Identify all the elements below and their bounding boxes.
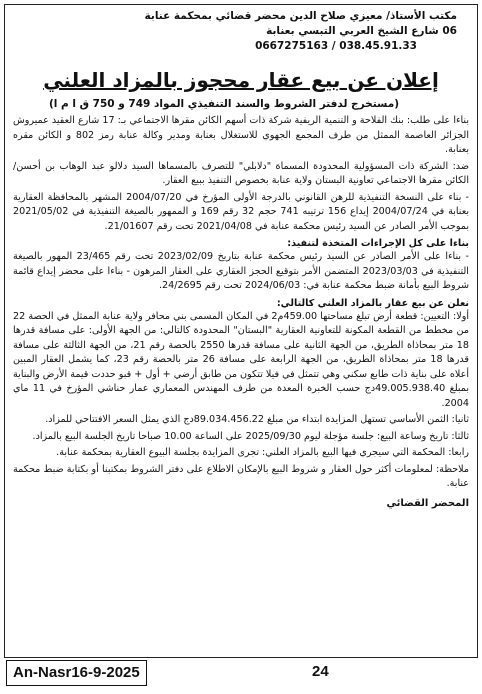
item-sale-date: ثالثا: تاريخ وساعة البيع: جلسة مؤجلة ليوم 2025/09/30 على الساعة 10.00 صباحا تاريخ الجلسة البيع بالمزاد. <box>32 430 469 442</box>
office-address: 06 شارع الشيخ العربي التبسي بعنابة <box>266 25 457 37</box>
item-base-price: ثانيا: الثمن الأساسي تستهل المزايدة ابتداء من مبلغ 89.034.456.22دج الذي يمثل السعر الافتتاحي للمزاد. <box>45 414 469 425</box>
publication-code: An-Nasr16-9-2025 <box>6 660 147 686</box>
page-number: 24 <box>312 663 329 680</box>
announcement-title: إعلان عن بيع عقار محجوز بالمزاد العلني <box>43 68 439 92</box>
office-header <box>13 9 469 54</box>
paragraph-plaintiff: بناءا على طلب: بنك الفلاحة و التنمية الريفية شركة ذات أسهم الكائن مقرها الاجتماعي بـ: 17 شارع العقيد عميروش الجزائر العاصمة الممثل من طرف المجمع الجهوي للاستغلال بعنابة ومدير وكالة عنابة رمز 802 و الكائن مقره بعنابة. <box>13 115 470 155</box>
paragraph-mortgage: - بناء على النسخة التنفيذية للرهن القانوني بالدرجة الأولى المؤرخ في 2004/07/20 المشهر بالمحافظة العقارية بعنابة في 2004/07/24 إيداع 156 ترتيبه 741 حجم 32 رقم 169 و الممهور بالصيغة التنفيذية في 2021/05/02 بموجب الأمر الصادر عن السيد رئيس محكمة عنابة في 2021/04/08 تحت رقم 21/01607. <box>13 191 469 232</box>
item-note: ملاحظة: لمعلومات أكثر حول العقار و شروط البيع بالإمكان الاطلاع على دفتر الشروط بمكتبنا أو بكتابة ضبط محكمة عنابة. <box>13 463 469 489</box>
paragraph-sale-heading: نعلن عن بيع عقار بالمزاد العلني كالتالي: <box>276 297 469 309</box>
item-court: رابعا: المحكمة التي سيجري فيها البيع بالمزاد العلني: تجرى المزايدة بجلسة البيوع العقارية بمحكمة عنابة. <box>56 447 469 458</box>
office-name: مكتب الأستاذ/ معيزي صلاح الدين محضر قضائي بمحكمة عنابة <box>144 10 457 22</box>
paragraph-defendant: ضد: الشركة ذات المسؤولية المحدودة المسماة "دلابلي" للتصرف بالمسماها السيد دلالو عبد الوهاب بن أحسن/ الكائن مقرها الاجتماعي تعاونية البستان ولاية عنابة بخصوص التنفيذ ببيع العقار. <box>13 160 469 186</box>
announcement-subtitle: (مستخرج لدفتر الشروط والسند التنفيذي المواد 749 و 750 ق ا م ا) <box>48 98 399 110</box>
announcement-frame <box>4 4 478 658</box>
item-designation: أولا: التعيين: قطعة أرض تبلغ مساحتها 459.00م2 في المكان المسمى بني محافر ولاية عنابة الممثل في الحصة 22 من مخطط من القطعة المكونة للتعاونية العقارية "البستان" المحدودة كالتالي: من الجهة الأولى: على مسافة قدرها 18 متر بمحاذاة الطريق، من الجهة الثانية على مسافة قدرها 2550 بالحصة رقم 21، من الجهة الثالثة على مسافة قدرها 18 متر بمحاذاة الطريق، من الجهة الرابعة على مسافة 26 متر بالحصة رقم 23، كما يشمل العقار المبين أعلاه على بناية ذات طابع سكني وهي تتمثل في فيلا تتكون من طابق أرضي + أول + قبو حددت قيمة الأرض والبناية بمبلغ 49.005.938.40دج حسب الخبرة المعدة من طرف المهندس المعماري عمار حناشي المؤرخ في 11 ماي 2004. <box>13 310 469 409</box>
office-phones: 0667275163 / 038.45.91.33 <box>255 40 417 52</box>
bailiff-signature: المحضر القضائي <box>386 497 469 509</box>
paragraph-procedures-heading: بناءا على كل الإجراءات المتخذة لتنفيذ: <box>287 238 469 249</box>
paragraph-court-order: - بناءا على الأمر الصادر عن السيد رئيس محكمة عنابة بتاريخ 2023/02/09 تحت رقم 23/465 المهور بالصيغة التنفيذية في 2023/03/03 المتضمن الأمر بتوقيع الحجز العقاري على العقار المرهون - بناءا على محضر إيداع قائمة شروط البيع بأمانة ضبط محكمة عنابة في: 2024/06/03 تحت رقم 24/2695. <box>13 251 470 291</box>
